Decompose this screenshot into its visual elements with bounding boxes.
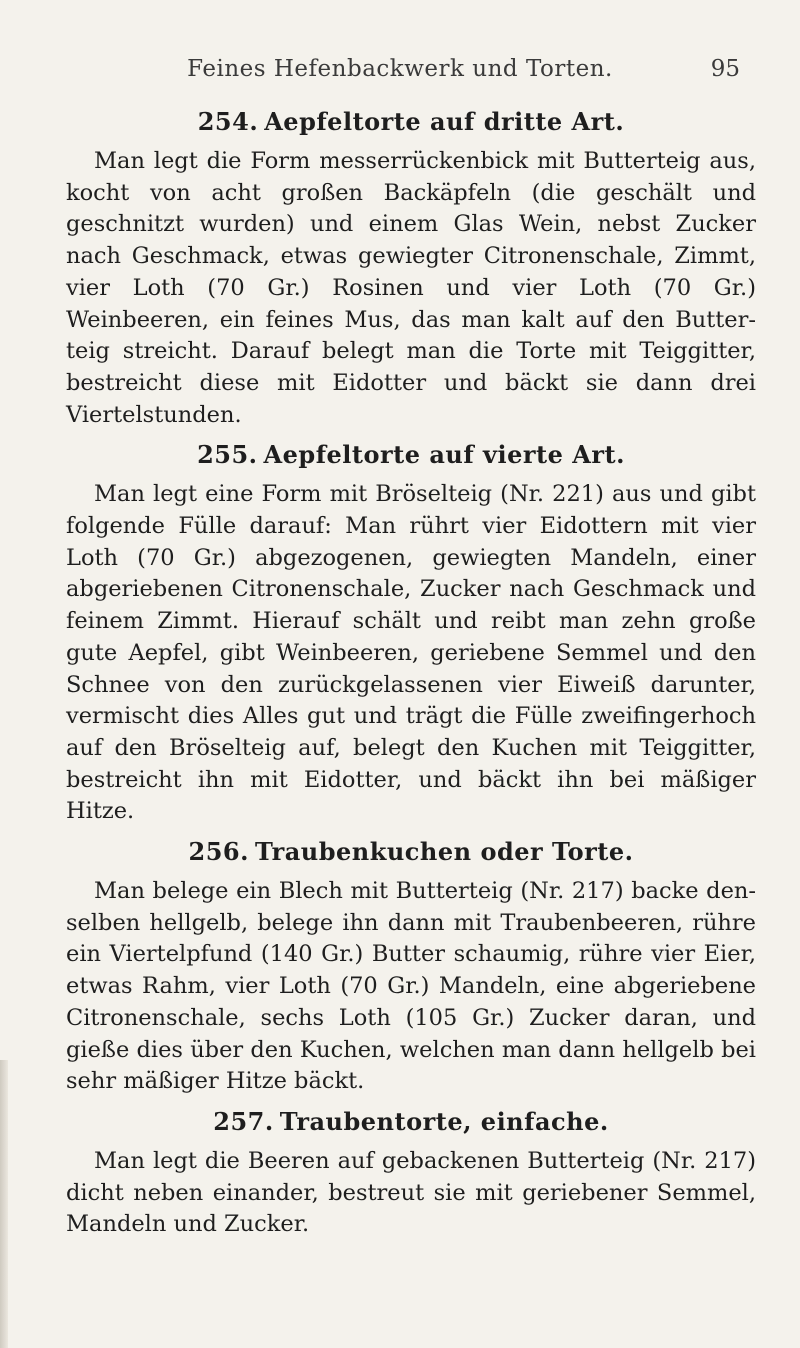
- page-content: [66, 98, 756, 1241]
- running-title: Feines Hefenbackwerk und Torten.: [187, 56, 613, 82]
- recipe-number: 256.: [188, 837, 249, 867]
- recipe-heading: [66, 828, 756, 876]
- recipe-title: Traubenkuchen oder Torte.: [254, 837, 634, 867]
- recipe-title: Aepfeltorte auf vierte Art.: [263, 440, 625, 470]
- recipe-title: Aepfeltorte auf dritte Art.: [264, 107, 625, 136]
- recipe-text: Man belege ein Blech mit Butterteig (Nr. 217) backe denselben hellgelb, belege ihn dann mit Traubenbeeren, rühre ein Viertelpfund (140 Gr.) Butter schaumig, rühre vier Eier, etwas Rahm, vier Loth (70 Gr.) Mandeln, eine abgeriebene Citronenschale, sechs Loth (105 Gr.) Zucker daran, und gieße dies über den Kuchen, welchen man dann hellgelb bei sehr mäßiger Hitze bäckt.: [66, 878, 756, 1095]
- recipe-number: 255.: [197, 440, 258, 470]
- recipe-text: Man legt die Form messerrückenbick mit Butterteig aus, kocht von acht großen Backäpfeln (die geschält und geschnitzt wurden) und einem Glas Wein, nebst Zucker nach Geschmack, etwas gewiegter Citronenschale, Zimmt, vier Loth (70 Gr.) Rosinen und vier Loth (70 Gr.) Weinbeeren, ein feines Mus, das man kalt auf den Butterteig streicht. Darauf belegt man die Torte mit Teiggitter, bestreicht diese mit Eidotter und bäckt sie dann drei Viertelstunden.: [66, 148, 756, 428]
- recipe-number: 257.: [213, 1106, 274, 1136]
- recipe-257: [66, 1098, 756, 1241]
- recipe-text: Man legt eine Form mit Bröselteig (Nr. 221) aus und gibt folgende Fülle darauf: Man rührt vier Eidottern mit vier Loth (70 Gr.) abgezogenen, gewiegten Mandeln, einer abgeriebenen Citronenschale, Zucker nach Geschmack und feinem Zimmt. Hierauf schält und reibt man zehn große gute Aepfel, gibt Weinbeeren, geriebene Semmel und den Schnee von den zurückgelassenen vier Eiweiß darunter, vermischt dies Alles gut und trägt die Fülle zweifingerhoch auf den Bröselteig auf, belegt den Kuchen mit Teiggitter, bestreicht ihn mit Eidotter, und bäckt ihn bei mäßiger Hitze.: [66, 481, 756, 825]
- page-number: 95: [710, 56, 740, 82]
- running-header: [0, 56, 800, 96]
- recipe-title: Traubentorte, einfache.: [279, 1106, 609, 1136]
- recipe-heading: [66, 1098, 756, 1146]
- recipe-heading: [66, 431, 756, 479]
- recipe-255: [66, 431, 756, 828]
- page-edge-shadow: [0, 1060, 8, 1348]
- recipe-text: Man legt die Beeren auf gebackenen Butterteig (Nr. 217) dicht neben einander, bestreut sie mit geriebener Semmel, Mandeln und Zucker.: [66, 1147, 756, 1238]
- recipe-number: 254.: [197, 107, 259, 136]
- recipe-256: [66, 828, 756, 1098]
- recipe-254: [66, 98, 756, 431]
- recipe-heading: [66, 98, 756, 146]
